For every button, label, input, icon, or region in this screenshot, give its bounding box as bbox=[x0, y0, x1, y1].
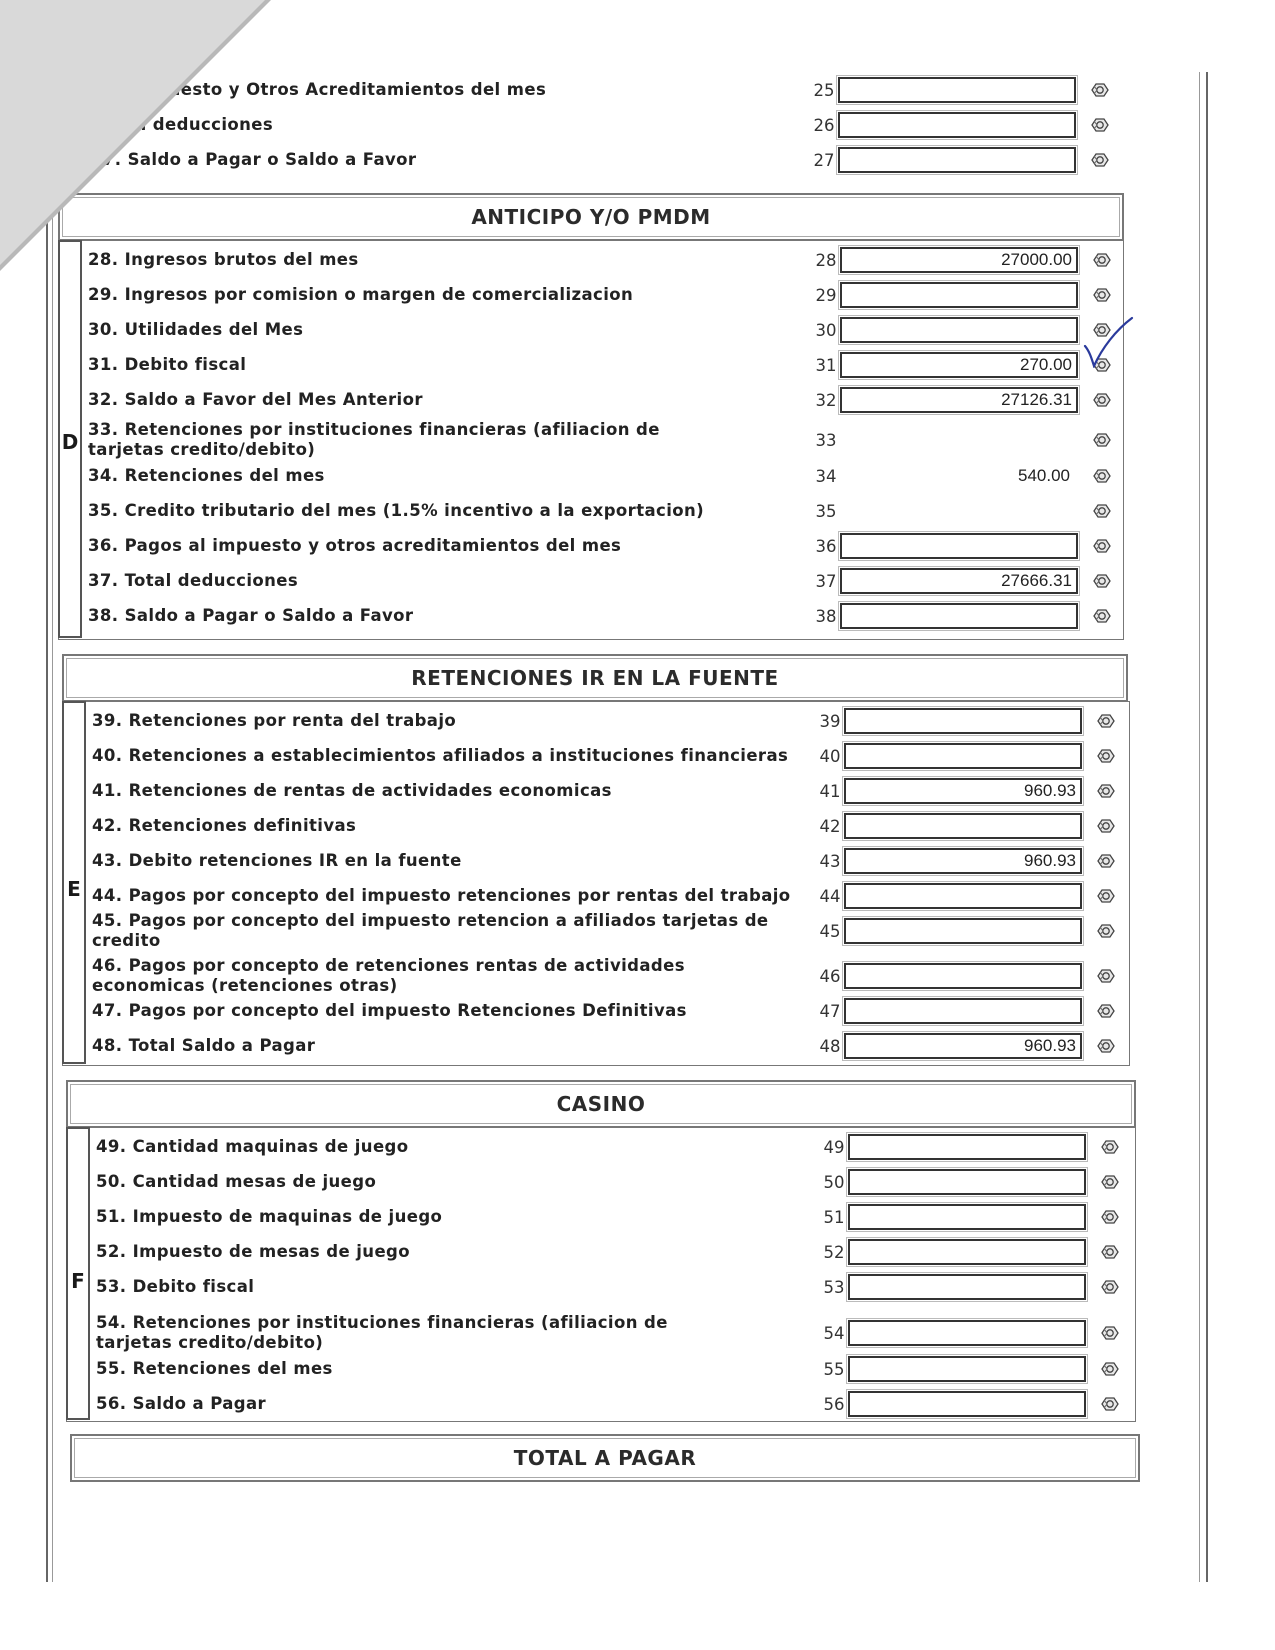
form-row-52 bbox=[96, 1235, 1146, 1269]
row-label: 37. Total deducciones bbox=[88, 571, 299, 590]
value-input[interactable] bbox=[838, 147, 1076, 173]
value-input[interactable] bbox=[840, 282, 1078, 308]
handwritten-check-icon bbox=[1082, 312, 1134, 368]
row-number: 53 bbox=[823, 1277, 845, 1297]
calculator-icon[interactable] bbox=[1100, 1395, 1120, 1413]
form-row-47 bbox=[92, 994, 1142, 1028]
form-row-44 bbox=[92, 879, 1142, 913]
value-input[interactable]: 27126.31 bbox=[840, 387, 1078, 413]
calculator-icon[interactable] bbox=[1100, 1360, 1120, 1378]
row-number: 45 bbox=[819, 921, 841, 941]
calculator-icon[interactable] bbox=[1092, 572, 1112, 590]
row-label: 54. Retenciones por instituciones financieras (afiliacion de tarjetas credito/debito) bbox=[96, 1313, 668, 1352]
row-label: 32. Saldo a Favor del Mes Anterior bbox=[88, 390, 423, 409]
value-display bbox=[840, 429, 1074, 451]
calculator-icon[interactable] bbox=[1092, 607, 1112, 625]
value-input[interactable] bbox=[848, 1391, 1086, 1417]
row-number: 46 bbox=[819, 966, 841, 986]
value-input[interactable] bbox=[848, 1356, 1086, 1382]
row-label: 55. Retenciones del mes bbox=[96, 1359, 333, 1378]
value-input[interactable]: 270.00 bbox=[840, 352, 1078, 378]
form-row-37 bbox=[88, 564, 1138, 598]
row-label: 47. Pagos por concepto del impuesto Retenciones Definitivas bbox=[92, 1001, 687, 1020]
form-row-35 bbox=[88, 494, 1138, 528]
row-label: 56. Saldo a Pagar bbox=[96, 1394, 267, 1413]
value-input[interactable] bbox=[848, 1169, 1086, 1195]
value-input[interactable] bbox=[844, 963, 1082, 989]
row-number: 25 bbox=[813, 80, 835, 100]
value-display bbox=[840, 500, 1074, 522]
value-input[interactable] bbox=[848, 1134, 1086, 1160]
row-label: 31. Debito fiscal bbox=[88, 355, 247, 374]
calculator-icon[interactable] bbox=[1100, 1138, 1120, 1156]
calculator-icon[interactable] bbox=[1100, 1278, 1120, 1296]
form-row-56 bbox=[96, 1387, 1146, 1421]
form-row-49 bbox=[96, 1130, 1146, 1164]
value-input[interactable] bbox=[848, 1204, 1086, 1230]
row-label: 38. Saldo a Pagar o Saldo a Favor bbox=[88, 606, 414, 625]
section-letter-f: F bbox=[66, 1127, 90, 1420]
value-input[interactable]: 960.93 bbox=[844, 1033, 1082, 1059]
row-label: 44. Pagos por concepto del impuesto retenciones por rentas del trabajo bbox=[92, 886, 791, 905]
value-input[interactable] bbox=[840, 603, 1078, 629]
form-row-30 bbox=[88, 313, 1138, 347]
value-input[interactable] bbox=[844, 708, 1082, 734]
calculator-icon[interactable] bbox=[1092, 467, 1112, 485]
form-row-32 bbox=[88, 383, 1138, 417]
calculator-icon[interactable] bbox=[1090, 151, 1110, 169]
row-label: 42. Retenciones definitivas bbox=[92, 816, 357, 835]
value-input[interactable] bbox=[848, 1239, 1086, 1265]
calculator-icon[interactable] bbox=[1100, 1243, 1120, 1261]
calculator-icon[interactable] bbox=[1096, 1037, 1116, 1055]
row-label: 34. Retenciones del mes bbox=[88, 466, 325, 485]
form-row-42 bbox=[92, 809, 1142, 843]
value-input[interactable] bbox=[844, 998, 1082, 1024]
form-row-34 bbox=[88, 459, 1138, 493]
row-number: 51 bbox=[823, 1207, 845, 1227]
row-label: 46. Pagos por concepto de retenciones rentas de actividades economicas (retenciones otras) bbox=[92, 956, 685, 995]
row-number: 32 bbox=[815, 390, 837, 410]
value-input[interactable]: 27666.31 bbox=[840, 568, 1078, 594]
calculator-icon[interactable] bbox=[1096, 747, 1116, 765]
form-row-48 bbox=[92, 1029, 1142, 1063]
calculator-icon[interactable] bbox=[1090, 81, 1110, 99]
section-header-retenciones bbox=[62, 654, 1128, 702]
row-number: 49 bbox=[823, 1137, 845, 1157]
row-number: 39 bbox=[819, 711, 841, 731]
row-label: 28. Ingresos brutos del mes bbox=[88, 250, 359, 269]
row-number: 29 bbox=[815, 285, 837, 305]
form-row-31 bbox=[88, 348, 1138, 382]
row-label: 33. Retenciones por instituciones financieras (afiliacion de tarjetas credito/debito) bbox=[88, 420, 660, 459]
value-input[interactable]: 960.93 bbox=[844, 778, 1082, 804]
row-number: 56 bbox=[823, 1394, 845, 1414]
form-row-55 bbox=[96, 1352, 1146, 1386]
value-input[interactable] bbox=[840, 533, 1078, 559]
value-input[interactable]: 27000.00 bbox=[840, 247, 1078, 273]
calculator-icon[interactable] bbox=[1100, 1208, 1120, 1226]
row-label: 36. Pagos al impuesto y otros acreditamientos del mes bbox=[88, 536, 622, 555]
row-number: 47 bbox=[819, 1001, 841, 1021]
value-input[interactable] bbox=[844, 918, 1082, 944]
row-number: 52 bbox=[823, 1242, 845, 1262]
calculator-icon[interactable] bbox=[1092, 391, 1112, 409]
value-input[interactable] bbox=[838, 112, 1076, 138]
form-row-40 bbox=[92, 739, 1142, 773]
row-number: 41 bbox=[819, 781, 841, 801]
row-label: 39. Retenciones por renta del trabajo bbox=[92, 711, 457, 730]
calculator-icon[interactable] bbox=[1096, 967, 1116, 985]
form-row-38 bbox=[88, 599, 1138, 633]
row-label: 53. Debito fiscal bbox=[96, 1277, 255, 1296]
value-input[interactable] bbox=[848, 1274, 1086, 1300]
row-number: 34 bbox=[815, 466, 837, 486]
row-number: 38 bbox=[815, 606, 837, 626]
calculator-icon[interactable] bbox=[1096, 1002, 1116, 1020]
row-number: 50 bbox=[823, 1172, 845, 1192]
row-number: 36 bbox=[815, 536, 837, 556]
row-number: 55 bbox=[823, 1359, 845, 1379]
row-label: 50. Cantidad mesas de juego bbox=[96, 1172, 377, 1191]
row-label: 41. Retenciones de rentas de actividades economicas bbox=[92, 781, 612, 800]
calculator-icon[interactable] bbox=[1090, 116, 1110, 134]
calculator-icon[interactable] bbox=[1096, 852, 1116, 870]
row-label: 30. Utilidades del Mes bbox=[88, 320, 304, 339]
row-number: 43 bbox=[819, 851, 841, 871]
form-row-41 bbox=[92, 774, 1142, 808]
calculator-icon[interactable] bbox=[1100, 1173, 1120, 1191]
section-header-casino bbox=[66, 1080, 1136, 1128]
row-number: 26 bbox=[813, 115, 835, 135]
row-label: 43. Debito retenciones IR en la fuente bbox=[92, 851, 462, 870]
section-title: RETENCIONES IR EN LA FUENTE bbox=[411, 666, 779, 690]
calculator-icon[interactable] bbox=[1096, 712, 1116, 730]
form-row-54 bbox=[96, 1311, 1146, 1355]
row-number: 31 bbox=[815, 355, 837, 375]
row-label: … al impuesto y Otros Acreditamientos del mes bbox=[86, 80, 547, 99]
form-row-45 bbox=[92, 911, 1142, 950]
row-label: 48. Total Saldo a Pagar bbox=[92, 1036, 316, 1055]
calculator-icon[interactable] bbox=[1096, 887, 1116, 905]
calculator-icon[interactable] bbox=[1092, 251, 1112, 269]
calculator-icon[interactable] bbox=[1092, 431, 1112, 449]
form-row-53 bbox=[96, 1270, 1146, 1304]
value-input[interactable] bbox=[838, 77, 1076, 103]
value-input[interactable] bbox=[844, 883, 1082, 909]
calculator-icon[interactable] bbox=[1100, 1324, 1120, 1342]
form-row-36 bbox=[88, 529, 1138, 563]
section-header-total bbox=[70, 1434, 1140, 1482]
calculator-icon[interactable] bbox=[1096, 817, 1116, 835]
calculator-icon[interactable] bbox=[1092, 286, 1112, 304]
value-display: 540.00 bbox=[1018, 466, 1070, 485]
value-input[interactable] bbox=[844, 813, 1082, 839]
value-input[interactable]: 960.93 bbox=[844, 848, 1082, 874]
value-input[interactable] bbox=[840, 317, 1078, 343]
row-number: 44 bbox=[819, 886, 841, 906]
section-title: TOTAL A PAGAR bbox=[513, 1446, 697, 1470]
form-row-39 bbox=[92, 704, 1142, 738]
row-number: 37 bbox=[815, 571, 837, 591]
row-number: 54 bbox=[823, 1323, 845, 1343]
section-letter-e: E bbox=[62, 701, 86, 1064]
row-label: 29. Ingresos por comision o margen de comercializacion bbox=[88, 285, 634, 304]
row-number: 30 bbox=[815, 320, 837, 340]
section-letter-d: D bbox=[58, 240, 82, 638]
row-number: 27 bbox=[813, 150, 835, 170]
row-number: 33 bbox=[815, 430, 837, 450]
row-number: 48 bbox=[819, 1036, 841, 1056]
row-label: 45. Pagos por concepto del impuesto retencion a afiliados tarjetas de credito bbox=[92, 911, 769, 950]
form-row-50 bbox=[96, 1165, 1146, 1199]
row-label: 51. Impuesto de maquinas de juego bbox=[96, 1207, 443, 1226]
row-number: 40 bbox=[819, 746, 841, 766]
form-row-43 bbox=[92, 844, 1142, 878]
section-title: ANTICIPO Y/O PMDM bbox=[471, 205, 711, 229]
row-number: 35 bbox=[815, 501, 837, 521]
form-row-46 bbox=[92, 954, 1142, 998]
folded-corner bbox=[0, 0, 265, 265]
calculator-icon[interactable] bbox=[1092, 537, 1112, 555]
row-label: 35. Credito tributario del mes (1.5% incentivo a la exportacion) bbox=[88, 501, 705, 520]
calculator-icon[interactable] bbox=[1096, 782, 1116, 800]
row-number: 42 bbox=[819, 816, 841, 836]
form-row-33 bbox=[88, 418, 1138, 462]
row-label: … otal deducciones bbox=[86, 115, 274, 134]
row-number: 28 bbox=[815, 250, 837, 270]
calculator-icon[interactable] bbox=[1096, 922, 1116, 940]
form-row-51 bbox=[96, 1200, 1146, 1234]
row-label: 40. Retenciones a establecimientos afiliados a instituciones financieras bbox=[92, 746, 789, 765]
section-title: CASINO bbox=[556, 1092, 646, 1116]
form-row-29 bbox=[88, 278, 1138, 312]
row-label: 49. Cantidad maquinas de juego bbox=[96, 1137, 409, 1156]
calculator-icon[interactable] bbox=[1092, 502, 1112, 520]
row-label: …7. Saldo a Pagar o Saldo a Favor bbox=[86, 150, 417, 169]
value-input[interactable] bbox=[844, 743, 1082, 769]
value-input[interactable] bbox=[848, 1320, 1086, 1346]
row-label: 52. Impuesto de mesas de juego bbox=[96, 1242, 410, 1261]
